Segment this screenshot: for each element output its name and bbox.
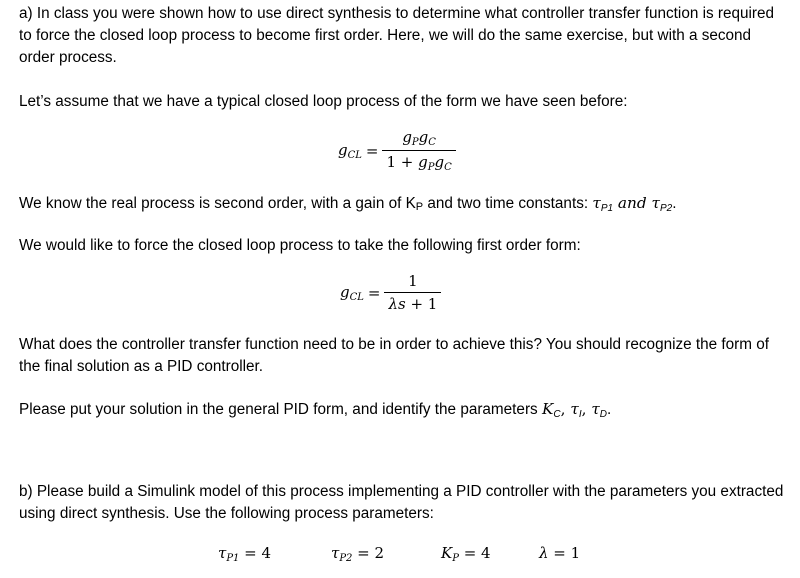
param-lambda: λ = 1	[539, 544, 581, 562]
eq1-numerator: $g_Pg_C$	[402, 128, 436, 148]
eq1-fraction	[382, 128, 455, 173]
first-order-equation	[340, 272, 441, 313]
part-a-intro: a) In class you were shown how to use direct synthesis to determine what controller transfer function is required to force the closed loop process to become first order. Here, we will do the same exercise, but with a second order process.	[19, 5, 775, 66]
eq2-lhs: $g_{CL}$	[340, 282, 364, 303]
assume-text: Let’s assume that we have a typical closed loop process of the form we have seen before:	[19, 93, 628, 110]
eq1-denominator: $1 + g_Pg_C$	[386, 153, 452, 173]
eq2-denominator: λs + 1	[388, 295, 438, 313]
process-description: We know the real process is second order, with a gain of $K_P$ and two time constants: $\tau_{P1}$ and $\tau_{P2}$.	[19, 194, 677, 214]
eq2-equals: =	[367, 283, 381, 302]
force-text: We would like to force the closed loop process to take the following first order form:	[19, 237, 581, 254]
closed-loop-equation	[338, 128, 456, 173]
pid-form-text: Please put your solution in the general PID form, and identify the parameters $K_C$, $\tau_I$, $\tau_D$.	[19, 400, 612, 420]
param-tau-p1: $\tau_{P1} = 4$	[218, 544, 272, 564]
process-parameters	[0, 544, 800, 568]
eq2-numerator: 1	[408, 272, 418, 290]
eq1-equals: =	[365, 141, 379, 160]
question-text: What does the controller transfer function need to be in order to achieve this? You should recognize the form of the final solution as a PID controller.	[19, 336, 770, 375]
eq1-lhs: $g_{CL}$	[338, 140, 362, 161]
part-b-text: b) Please build a Simulink model of this process implementing a PID controller with the parameters you extracted using direct synthesis. Use the following process parameters:	[19, 483, 784, 522]
eq2-fraction	[384, 272, 441, 313]
param-tau-p2: $\tau_{P2} = 2$	[331, 544, 385, 564]
param-k-p: $K_P = 4$	[441, 544, 491, 564]
